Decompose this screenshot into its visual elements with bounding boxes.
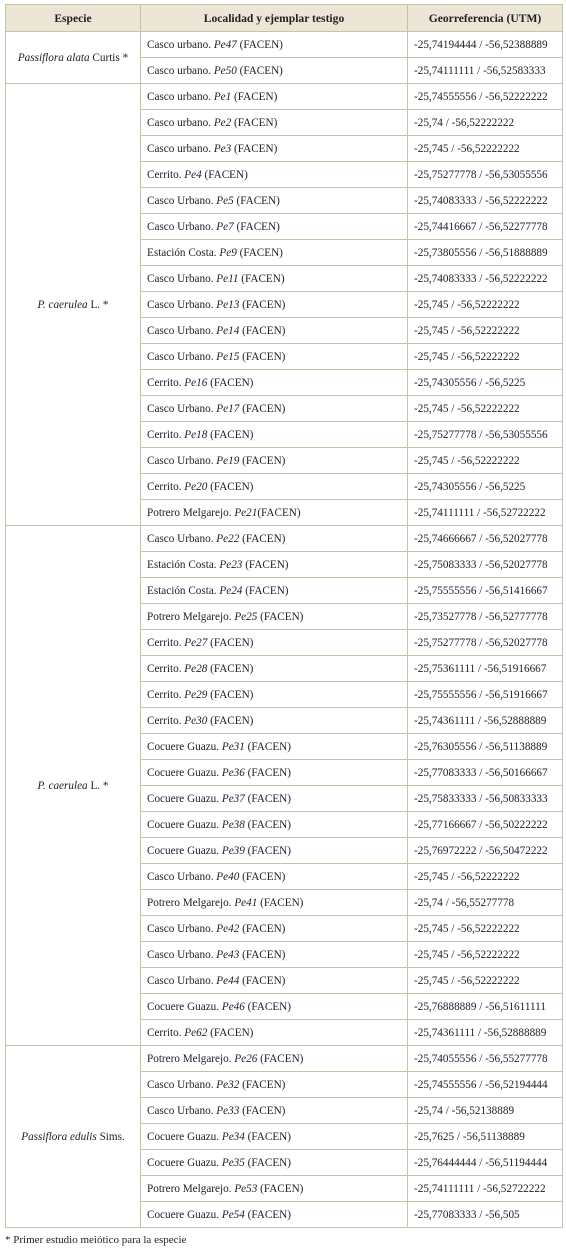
herbarium-code: (FACEN) [207, 714, 254, 727]
specimen-code: Pe5 [216, 194, 234, 207]
georeference-cell: -25,74055556 / -56,55277778 [408, 1046, 563, 1072]
locality-name: Casco Urbano. [147, 220, 214, 233]
specimen-code: Pe44 [216, 974, 240, 987]
herbarium-code: (FACEN) [233, 194, 280, 207]
locality-name: Potrero Melgarejo. [147, 506, 232, 519]
georeference-cell: -25,74361111 / -56,52888889 [408, 1020, 563, 1046]
locality-cell [141, 136, 408, 162]
locality-name: Casco Urbano. [147, 870, 214, 883]
georeference-cell: -25,76444444 / -56,51194444 [408, 1150, 563, 1176]
locality-cell [141, 734, 408, 760]
header-row [6, 5, 563, 32]
georeference-cell: -25,745 / -56,52222222 [408, 942, 563, 968]
georeference-cell: -25,75083333 / -56,52027778 [408, 552, 563, 578]
herbarium-code: (FACEN) [231, 116, 278, 129]
locality-cell [141, 942, 408, 968]
herbarium-code: (FACEN) [244, 1156, 291, 1169]
locality-name: Casco Urbano. [147, 532, 214, 545]
herbarium-code: (FACEN) [236, 246, 283, 259]
locality-cell [141, 916, 408, 942]
locality-name: Cocuere Guazu. [147, 1000, 220, 1013]
specimen-code: Pe28 [184, 662, 208, 675]
specimen-code: Pe38 [221, 818, 245, 831]
locality-cell [141, 1150, 408, 1176]
locality-name: Cocuere Guazu. [147, 844, 220, 857]
locality-cell [141, 500, 408, 526]
locality-cell [141, 1176, 408, 1202]
locality-name: Casco urbano. [147, 64, 214, 77]
locality-cell [141, 188, 408, 214]
table-row [6, 526, 563, 552]
georeference-cell: -25,745 / -56,52222222 [408, 916, 563, 942]
herbarium-code: (FACEN) [207, 428, 254, 441]
herbarium-code: (FACEN) [233, 220, 280, 233]
specimen-code: Pe17 [216, 402, 240, 415]
specimen-code: Pe35 [221, 1156, 245, 1169]
locality-cell [141, 32, 408, 58]
specimen-code: Pe4 [184, 168, 202, 181]
herbarium-code: (FACEN) [239, 454, 286, 467]
georeference-cell: -25,74 / -56,52222222 [408, 110, 563, 136]
locality-name: Potrero Melgarejo. [147, 896, 232, 909]
herbarium-code: (FACEN) [244, 792, 291, 805]
species-name: Passiflora alata [17, 51, 90, 64]
herbarium-code: (FACEN) [238, 272, 285, 285]
locality-name: Cerrito. [147, 1026, 182, 1039]
georeference-cell: -25,74083333 / -56,52222222 [408, 266, 563, 292]
georeference-cell: -25,745 / -56,52222222 [408, 396, 563, 422]
species-author: Sims. [96, 1130, 125, 1143]
locality-name: Casco Urbano. [147, 974, 214, 987]
herbarium-code: (FACEN) [242, 584, 289, 597]
locality-cell [141, 994, 408, 1020]
georeference-cell: -25,74 / -56,55277778 [408, 890, 563, 916]
locality-name: Casco Urbano. [147, 324, 214, 337]
georeference-cell: -25,75361111 / -56,51916667 [408, 656, 563, 682]
species-name: P. caerulea [37, 298, 88, 311]
herbarium-code: (FACEN) [207, 662, 254, 675]
herbarium-code: (FACEN) [257, 896, 304, 909]
georeference-cell: -25,73805556 / -56,51888889 [408, 240, 563, 266]
locality-name: Cocuere Guazu. [147, 1130, 220, 1143]
herbarium-code: (FACEN) [257, 610, 304, 623]
locality-cell [141, 1072, 408, 1098]
georeference-cell: -25,77166667 / -56,50222222 [408, 812, 563, 838]
specimen-code: Pe21 [234, 506, 258, 519]
specimen-code: Pe39 [221, 844, 245, 857]
specimen-code: Pe34 [221, 1130, 245, 1143]
georeference-cell: -25,74666667 / -56,52027778 [408, 526, 563, 552]
specimen-code: Pe43 [216, 948, 240, 961]
locality-cell [141, 578, 408, 604]
specimen-code: Pe53 [234, 1182, 258, 1195]
herbarium-code: (FACEN) [257, 506, 301, 519]
herbarium-code: (FACEN) [231, 142, 278, 155]
locality-cell [141, 474, 408, 500]
header-especie: Especie [6, 5, 141, 32]
georeference-cell: -25,76972222 / -56,50472222 [408, 838, 563, 864]
locality-name: Casco urbano. [147, 116, 212, 129]
locality-cell [141, 812, 408, 838]
species-cell [6, 526, 141, 1046]
locality-name: Casco Urbano. [147, 922, 214, 935]
specimen-code: Pe50 [213, 64, 237, 77]
locality-name: Casco urbano. [147, 38, 212, 51]
locality-name: Estación Costa. [147, 246, 217, 259]
locality-name: Casco Urbano. [147, 194, 214, 207]
species-author: Curtis * [89, 51, 129, 64]
herbarium-code: (FACEN) [236, 38, 283, 51]
herbarium-code: (FACEN) [239, 1104, 286, 1117]
locality-name: Potrero Melgarejo. [147, 610, 232, 623]
locality-name: Cerrito. [147, 168, 182, 181]
georeference-cell: -25,74194444 / -56,52388889 [408, 32, 563, 58]
specimen-code: Pe26 [234, 1052, 258, 1065]
footnote: * Primer estudio meiótico para la especie [5, 1234, 187, 1246]
herbarium-code: (FACEN) [244, 766, 291, 779]
specimen-code: Pe41 [234, 896, 258, 909]
georeference-cell: -25,74305556 / -56,5225 [408, 370, 563, 396]
locality-name: Cerrito. [147, 428, 182, 441]
locality-cell [141, 318, 408, 344]
table-row [6, 84, 563, 110]
locality-cell [141, 786, 408, 812]
georeference-cell: -25,75555556 / -56,51916667 [408, 682, 563, 708]
herbarium-code: (FACEN) [239, 402, 286, 415]
specimen-code: Pe2 [213, 116, 232, 129]
herbarium-code: (FACEN) [239, 922, 286, 935]
georeference-cell: -25,75277778 / -56,53055556 [408, 422, 563, 448]
locality-cell [141, 292, 408, 318]
specimen-code: Pe25 [234, 610, 258, 623]
georeference-cell: -25,77083333 / -56,505 [408, 1202, 563, 1228]
specimen-code: Pe40 [216, 870, 240, 883]
specimen-code: Pe13 [216, 298, 240, 311]
specimen-code: Pe32 [216, 1078, 240, 1091]
locality-name: Potrero Melgarejo. [147, 1182, 232, 1195]
locality-cell [141, 708, 408, 734]
locality-cell [141, 1124, 408, 1150]
georeference-cell: -25,76888889 / -56,51611111 [408, 994, 563, 1020]
herbarium-code: (FACEN) [201, 168, 248, 181]
specimen-code: Pe29 [184, 688, 208, 701]
georeference-cell: -25,74083333 / -56,52222222 [408, 188, 563, 214]
locality-name: Casco Urbano. [147, 454, 214, 467]
locality-cell [141, 838, 408, 864]
locality-name: Casco Urbano. [147, 1104, 214, 1117]
header-georreferencia: Georreferencia (UTM) [408, 5, 563, 32]
locality-name: Cocuere Guazu. [147, 766, 220, 779]
species-author: L. * [87, 779, 109, 792]
locality-cell [141, 1098, 408, 1124]
locality-name: Casco Urbano. [147, 272, 214, 285]
header-localidad: Localidad y ejemplar testigo [141, 5, 408, 32]
georeference-cell: -25,745 / -56,52222222 [408, 136, 563, 162]
georeference-cell: -25,74555556 / -56,52222222 [408, 84, 563, 110]
specimen-code: Pe36 [221, 766, 245, 779]
georeference-cell: -25,75277778 / -56,52027778 [408, 630, 563, 656]
herbarium-code: (FACEN) [239, 324, 286, 337]
locality-cell [141, 864, 408, 890]
specimen-code: Pe23 [219, 558, 243, 571]
locality-name: Estación Costa. [147, 558, 217, 571]
locality-cell [141, 240, 408, 266]
locality-cell [141, 682, 408, 708]
georeference-cell: -25,7625 / -56,51138889 [408, 1124, 563, 1150]
georeference-cell: -25,745 / -56,52222222 [408, 318, 563, 344]
specimen-code: Pe62 [184, 1026, 208, 1039]
specimen-code: Pe14 [216, 324, 240, 337]
specimen-code: Pe22 [216, 532, 240, 545]
locality-cell [141, 58, 408, 84]
herbarium-code: (FACEN) [239, 870, 286, 883]
specimen-code: Pe3 [213, 142, 232, 155]
specimen-code: Pe42 [216, 922, 240, 935]
herbarium-code: (FACEN) [257, 1182, 304, 1195]
locality-cell [141, 344, 408, 370]
locality-cell [141, 552, 408, 578]
locality-cell [141, 110, 408, 136]
locality-cell [141, 656, 408, 682]
georeference-cell: -25,745 / -56,52222222 [408, 864, 563, 890]
specimen-table [5, 4, 563, 1228]
georeference-cell: -25,74305556 / -56,5225 [408, 474, 563, 500]
herbarium-code: (FACEN) [239, 350, 286, 363]
locality-cell [141, 266, 408, 292]
locality-name: Estación Costa. [147, 584, 217, 597]
specimen-code: Pe54 [221, 1208, 245, 1221]
georeference-cell: -25,745 / -56,52222222 [408, 448, 563, 474]
specimen-code: Pe18 [184, 428, 208, 441]
herbarium-code: (FACEN) [239, 532, 286, 545]
georeference-cell: -25,74361111 / -56,52888889 [408, 708, 563, 734]
herbarium-code: (FACEN) [257, 1052, 304, 1065]
species-name: Passiflora edulis [21, 1130, 97, 1143]
herbarium-code: (FACEN) [207, 376, 254, 389]
specimen-code: Pe47 [213, 38, 237, 51]
specimen-code: Pe15 [216, 350, 240, 363]
table-row [6, 1046, 563, 1072]
herbarium-code: (FACEN) [239, 948, 286, 961]
georeference-cell: -25,74 / -56,52138889 [408, 1098, 563, 1124]
locality-cell [141, 604, 408, 630]
specimen-code: Pe1 [213, 90, 232, 103]
locality-name: Cocuere Guazu. [147, 792, 220, 805]
species-name: P. caerulea [37, 779, 88, 792]
locality-name: Casco Urbano. [147, 1078, 214, 1091]
georeference-cell: -25,745 / -56,52222222 [408, 344, 563, 370]
locality-name: Cocuere Guazu. [147, 818, 220, 831]
specimen-code: Pe24 [219, 584, 243, 597]
locality-name: Casco urbano. [147, 142, 212, 155]
locality-name: Cocuere Guazu. [147, 740, 220, 753]
georeference-cell: -25,74111111 / -56,52583333 [408, 58, 563, 84]
herbarium-code: (FACEN) [244, 1130, 291, 1143]
herbarium-code: (FACEN) [207, 480, 254, 493]
georeference-cell: -25,75833333 / -56,50833333 [408, 786, 563, 812]
specimen-code: Pe11 [216, 272, 239, 285]
herbarium-code: (FACEN) [231, 90, 278, 103]
locality-name: Cerrito. [147, 480, 182, 493]
herbarium-code: (FACEN) [207, 636, 254, 649]
locality-name: Casco urbano. [147, 90, 212, 103]
locality-cell [141, 630, 408, 656]
herbarium-code: (FACEN) [239, 1078, 286, 1091]
georeference-cell: -25,745 / -56,52222222 [408, 968, 563, 994]
locality-name: Cocuere Guazu. [147, 1156, 220, 1169]
locality-cell [141, 162, 408, 188]
herbarium-code: (FACEN) [207, 688, 254, 701]
georeference-cell: -25,745 / -56,52222222 [408, 292, 563, 318]
locality-name: Cerrito. [147, 688, 182, 701]
species-author: L. * [87, 298, 109, 311]
herbarium-code: (FACEN) [244, 1000, 291, 1013]
georeference-cell: -25,77083333 / -56,50166667 [408, 760, 563, 786]
specimen-code: Pe19 [216, 454, 240, 467]
locality-name: Casco Urbano. [147, 298, 214, 311]
specimen-code: Pe31 [221, 740, 245, 753]
species-cell [6, 1046, 141, 1228]
specimen-code: Pe20 [184, 480, 208, 493]
georeference-cell: -25,75555556 / -56,51416667 [408, 578, 563, 604]
georeference-cell: -25,76305556 / -56,51138889 [408, 734, 563, 760]
locality-cell [141, 370, 408, 396]
locality-name: Casco Urbano. [147, 402, 214, 415]
table-row [6, 32, 563, 58]
locality-name: Casco Urbano. [147, 948, 214, 961]
specimen-code: Pe7 [216, 220, 234, 233]
locality-cell [141, 1020, 408, 1046]
herbarium-code: (FACEN) [242, 558, 289, 571]
specimen-code: Pe33 [216, 1104, 240, 1117]
herbarium-code: (FACEN) [244, 844, 291, 857]
specimen-code: Pe27 [184, 636, 208, 649]
locality-cell [141, 214, 408, 240]
georeference-cell: -25,75277778 / -56,53055556 [408, 162, 563, 188]
herbarium-code: (FACEN) [236, 64, 283, 77]
species-cell [6, 84, 141, 526]
locality-cell [141, 890, 408, 916]
herbarium-code: (FACEN) [244, 1208, 291, 1221]
locality-cell [141, 1202, 408, 1228]
herbarium-code: (FACEN) [244, 740, 291, 753]
specimen-code: Pe9 [219, 246, 237, 259]
locality-name: Cerrito. [147, 636, 182, 649]
locality-name: Cerrito. [147, 714, 182, 727]
species-cell [6, 32, 141, 84]
herbarium-code: (FACEN) [239, 974, 286, 987]
herbarium-code: (FACEN) [239, 298, 286, 311]
locality-name: Cerrito. [147, 376, 182, 389]
locality-cell [141, 968, 408, 994]
locality-name: Cocuere Guazu. [147, 1208, 220, 1221]
specimen-code: Pe30 [184, 714, 208, 727]
specimen-code: Pe16 [184, 376, 208, 389]
georeference-cell: -25,74555556 / -56,52194444 [408, 1072, 563, 1098]
locality-cell [141, 526, 408, 552]
locality-cell [141, 1046, 408, 1072]
herbarium-code: (FACEN) [207, 1026, 254, 1039]
locality-cell [141, 84, 408, 110]
georeference-cell: -25,74416667 / -56,52277778 [408, 214, 563, 240]
herbarium-code: (FACEN) [244, 818, 291, 831]
locality-name: Cerrito. [147, 662, 182, 675]
locality-cell [141, 760, 408, 786]
specimen-code: Pe37 [221, 792, 245, 805]
locality-cell [141, 396, 408, 422]
locality-cell [141, 448, 408, 474]
georeference-cell: -25,73527778 / -56,52777778 [408, 604, 563, 630]
specimen-code: Pe46 [221, 1000, 245, 1013]
locality-cell [141, 422, 408, 448]
georeference-cell: -25,74111111 / -56,52722222 [408, 1176, 563, 1202]
locality-name: Casco Urbano. [147, 350, 214, 363]
georeference-cell: -25,74111111 / -56,52722222 [408, 500, 563, 526]
locality-name: Potrero Melgarejo. [147, 1052, 232, 1065]
